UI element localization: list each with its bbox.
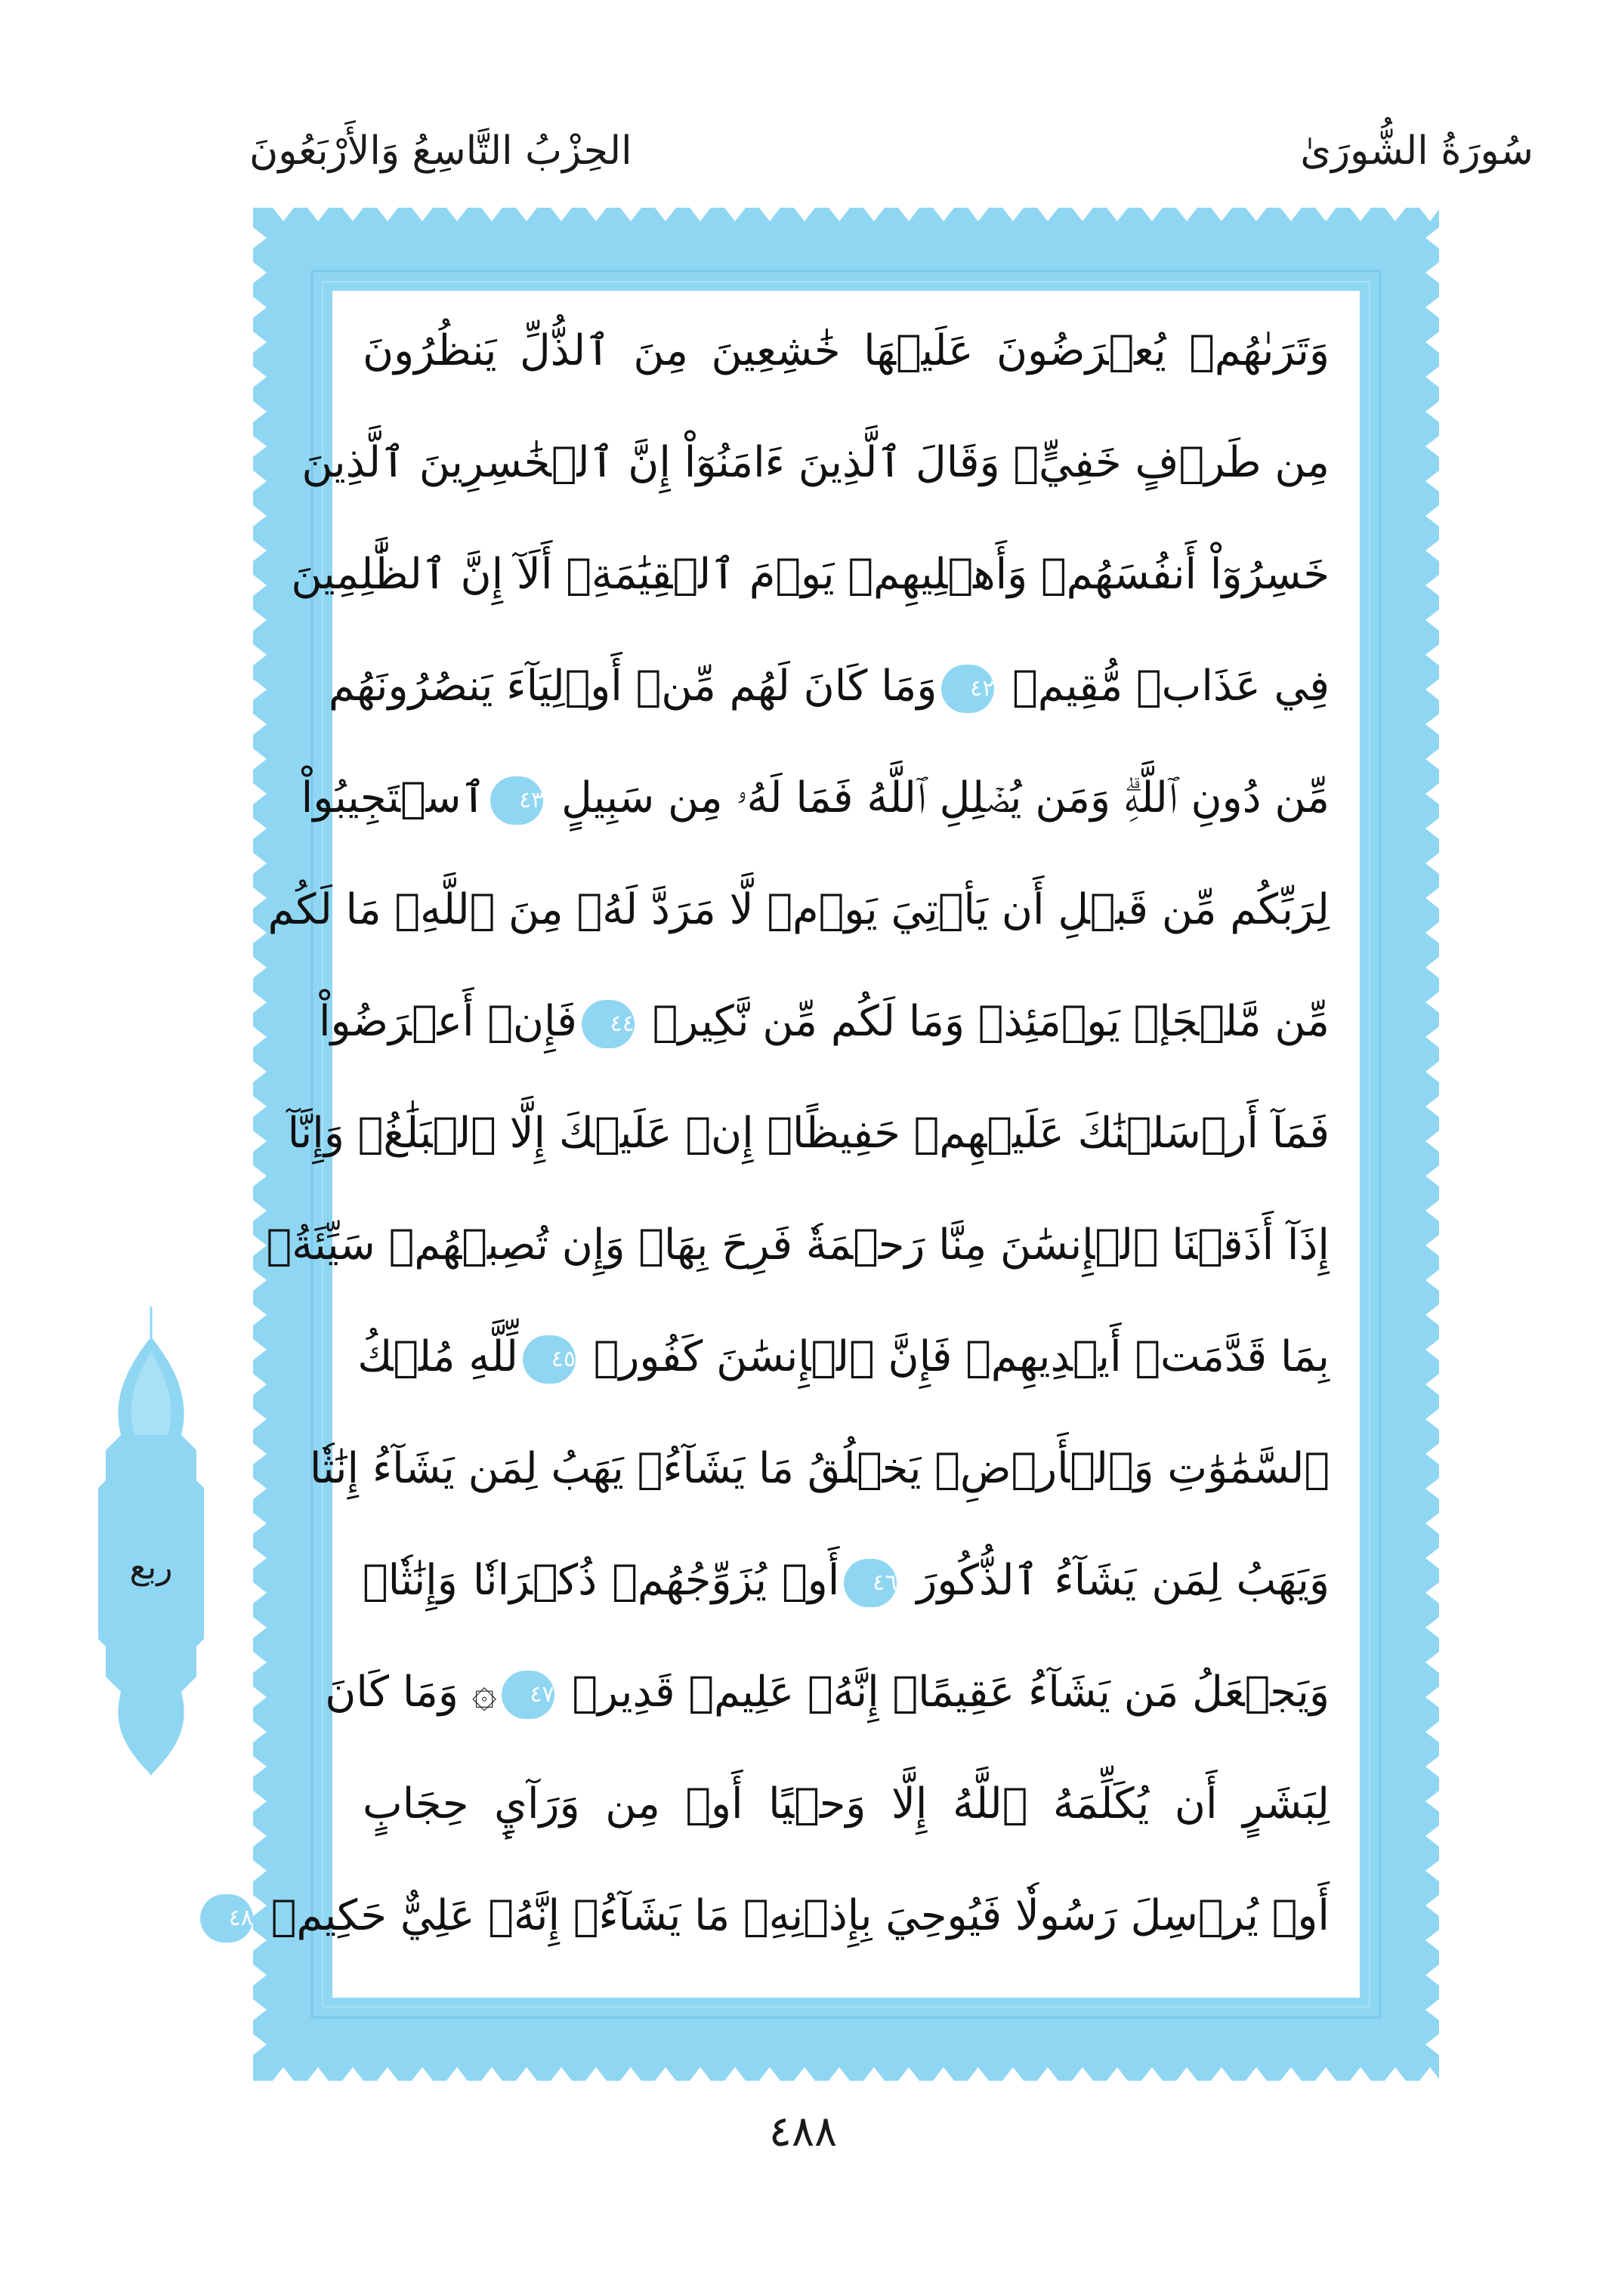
ayah-text: وَتَرَىٰهُمۡ يُعۡرَضُونَ عَلَيۡهَا خَٰشِعِينَ مِنَ ٱلذُّلِّ يَنظُرُونَ [363, 326, 1330, 375]
quran-line [291, 529, 1330, 620]
ayah-text: فَإِنۡ أَعۡرَضُواْ [319, 997, 577, 1046]
rub-marker [91, 1307, 212, 1775]
quran-line [325, 1647, 1330, 1738]
ayah-number-marker: ٤٨ [200, 1894, 253, 1943]
ayah-text: مِّن مَّلۡجَإٖ يَوۡمَئِذٖ وَمَا لَكُم مِّن نَّكِيرٖ [638, 997, 1330, 1046]
ayah-text: لِرَبِّكُم مِّن قَبۡلِ أَن يَأۡتِيَ يَوۡمٞ لَّا مَرَدَّ لَهُۥ مِنَ ٱللَّهِۚ مَا لَكُم [267, 885, 1330, 934]
ayah-number-marker: ٤٥ [523, 1335, 576, 1384]
quran-line [301, 753, 1330, 844]
rub-label: ربع [129, 1548, 173, 1587]
page-number: ٤٨٨ [768, 2107, 838, 2156]
ayah-text: ٱسۡتَجِيبُواْ [301, 773, 486, 822]
ayah-text: فَمَآ أَرۡسَلۡنَٰكَ عَلَيۡهِمۡ حَفِيظًاۖ إِنۡ عَلَيۡكَ إِلَّا ٱلۡبَلَٰغُۗ وَإِنَّآ [287, 1109, 1330, 1158]
text-area [228, 291, 1360, 1998]
quran-page-frame [228, 208, 1439, 2081]
ayah-text: وَمَا كَانَ لَهُم مِّنۡ أَوۡلِيَآءَ يَنصُرُونَهُم [328, 662, 937, 711]
ayah-number-marker: ٤٤ [582, 1000, 635, 1048]
ayah-number-marker: ٤٢ [941, 665, 994, 713]
hizb-name: الحِزْبُ التَّاسِعُ وَالأَرْبَعُونَ [249, 128, 632, 174]
ayah-text: ۞ وَمَا كَانَ [325, 1668, 497, 1717]
quran-line [309, 1424, 1330, 1514]
ayah-number-marker: ٤٣ [490, 776, 543, 825]
ayah-text: أَوۡ يُزَوِّجُهُمۡ ذُكۡرَانٗا وَإِنَٰثٗاۖ [363, 1556, 840, 1605]
quran-line [319, 977, 1330, 1067]
ayah-text: لِبَشَرٍ أَن يُكَلِّمَهُ ٱللَّهُ إِلَّا وَحۡيًا أَوۡ مِن وَرَآيِٕ حِجَابٍ [363, 1779, 1330, 1828]
ayah-text: إِذَآ أَذَقۡنَا ٱلۡإِنسَٰنَ مِنَّا رَحۡمَةٗ فَرِحَ بِهَاۖ وَإِن تُصِبۡهُمۡ سَيِّئَةُۢ [266, 1221, 1330, 1270]
quran-line [357, 1312, 1330, 1403]
quran-line [228, 1871, 1330, 1961]
quran-line [363, 306, 1330, 397]
ayah-text: مِّن دُونِ ٱللَّهِۗ وَمَن يُضۡلِلِ ٱللَّهُ فَمَا لَهُۥ مِن سَبِيلٍ [548, 773, 1330, 822]
quran-line [287, 1088, 1330, 1179]
page-header [249, 113, 1533, 189]
ayah-number-marker: ٤٦ [844, 1559, 897, 1607]
ayah-text: بِمَا قَدَّمَتۡ أَيۡدِيهِمۡ فَإِنَّ ٱلۡإِنسَٰنَ كَفُورٞ [579, 1332, 1330, 1381]
quran-line [267, 865, 1330, 955]
quran-line [363, 1535, 1330, 1626]
ayah-text: مِن طَرۡفٍ خَفِيٍّۗ وَقَالَ ٱلَّذِينَ ءَامَنُوٓاْ إِنَّ ٱلۡخَٰسِرِينَ ٱلَّذِينَ [301, 438, 1330, 487]
quran-line [328, 641, 1330, 732]
ayah-text: أَوۡ يُرۡسِلَ رَسُولٗا فَيُوحِيَ بِإِذۡنِهِۦ مَا يَشَآءُۚ إِنَّهُۥ عَلِيٌّ حَكِيمٞ [257, 1891, 1330, 1940]
ayah-text: فِي عَذَابٖ مُّقِيمٖ [999, 662, 1330, 711]
surah-name: سُورَةُ الشُّورَىٰ [1300, 128, 1533, 174]
ayah-text: لِّلَّهِ مُلۡكُ [357, 1332, 518, 1381]
ayah-text: وَيَهَبُ لِمَن يَشَآءُ ٱلذُّكُورَ [901, 1556, 1330, 1605]
ayah-text: وَيَجۡعَلُ مَن يَشَآءُ عَقِيمًاۚ إِنَّهُۥ عَلِيمٞ قَدِيرٞ [558, 1668, 1330, 1717]
ayah-text: ٱلسَّمَٰوَٰتِ وَٱلۡأَرۡضِۚ يَخۡلُقُ مَا يَشَآءُۚ يَهَبُ لِمَن يَشَآءُ إِنَٰثٗا [309, 1444, 1330, 1493]
quran-line [266, 1200, 1330, 1291]
ayah-number-marker: ٤٧ [502, 1671, 554, 1719]
quran-line [363, 1759, 1330, 1850]
quran-line [301, 418, 1330, 508]
ayah-text: خَسِرُوٓاْ أَنفُسَهُمۡ وَأَهۡلِيهِمۡ يَوۡمَ ٱلۡقِيَٰمَةِۗ أَلَآ إِنَّ ٱلظَّٰلِمِينَ [291, 550, 1330, 599]
rub-ornament-icon [91, 1307, 212, 1775]
